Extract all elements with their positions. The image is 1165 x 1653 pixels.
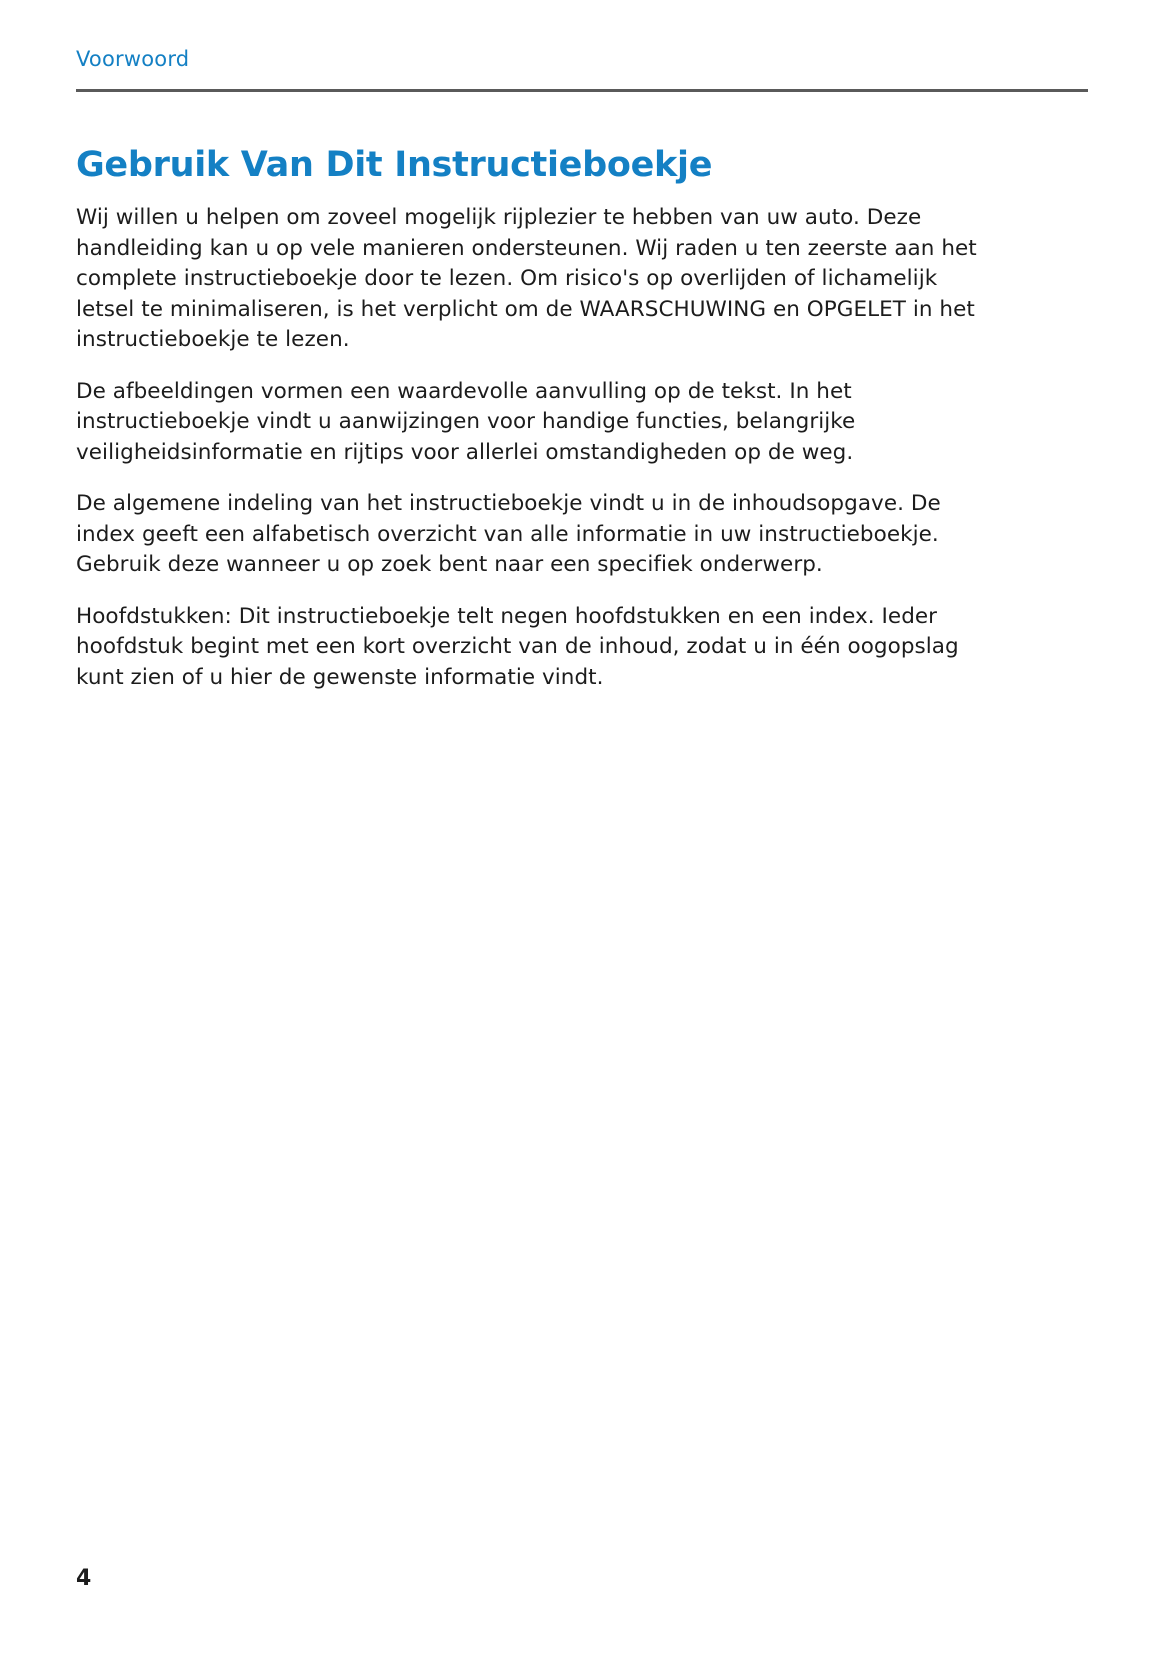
page-title: Gebruik Van Dit Instructieboekje [76,145,713,185]
running-head: Voorwoord [76,47,190,71]
page-number: 4 [76,1566,92,1591]
body-paragraph: De algemene indeling van het instructieboekje vindt u in de inhoudsopgave. De index geeft een alfabetisch overzicht van alle informatie in uw instructieboekje. Gebruik deze wanneer u op zoek bent naar een specifiek onderwerp. [76,491,941,578]
page-content [76,145,996,693]
body-paragraph: Wij willen u helpen om zoveel mogelijk rijplezier te hebben van uw auto. Deze handleiding kan u op vele manieren ondersteunen. Wij raden u ten zeerste aan het complete instructieboekje door te lezen. Om risico's op overlijden of lichamelijk letsel te minimaliseren, is het verplicht om de WAARSCHUWING en OPGELET in het instructieboekje te lezen. [76,205,977,353]
header-divider [76,89,1088,92]
body-paragraph: De afbeeldingen vormen een waardevolle aanvulling op de tekst. In het instructieboekje vindt u aanwijzingen voor handige functies, belangrijke veiligheidsinformatie en rijtips voor allerlei omstandigheden op de weg. [76,378,856,465]
body-paragraph: Hoofdstukken: Dit instructieboekje telt negen hoofdstukken en een index. Ieder hoofdstuk begint met een kort overzicht van de inhoud, zodat u in één oogopslag kunt zien of u hier de gewenste informatie vindt. [76,603,959,690]
